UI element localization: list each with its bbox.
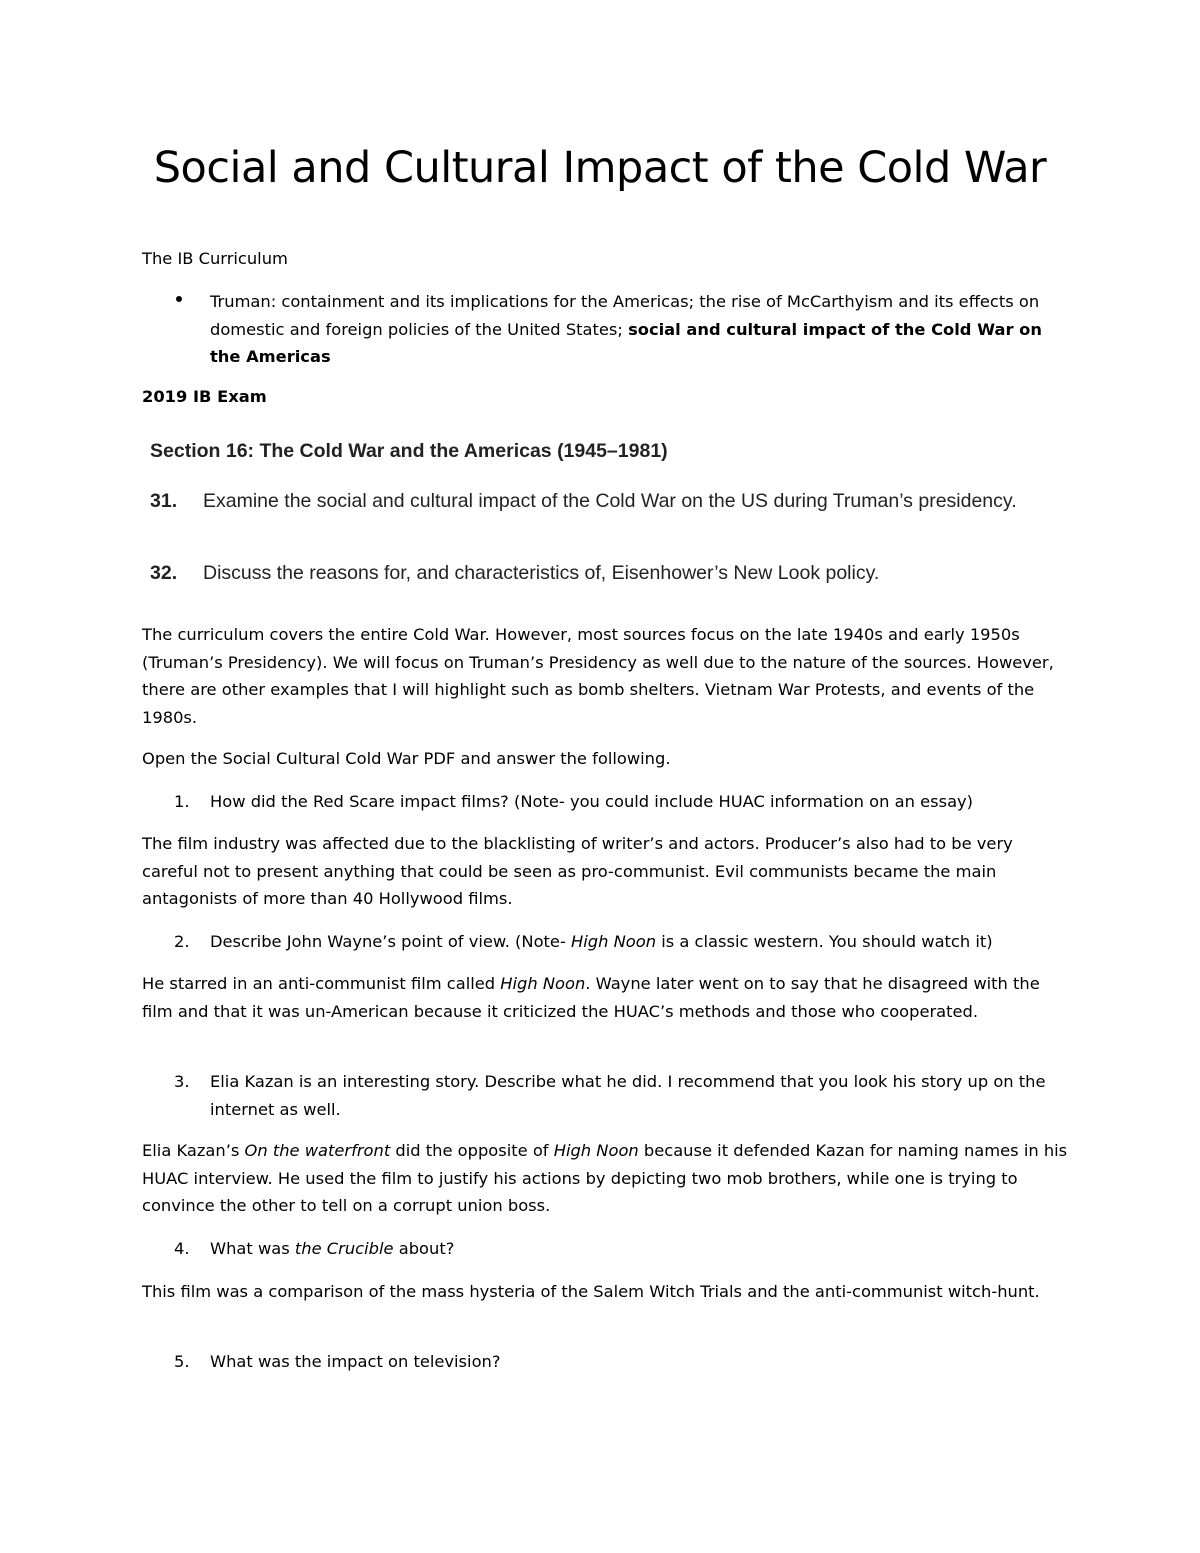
question-text-italic: High Noon xyxy=(571,932,657,951)
answer-text-italic: High Noon xyxy=(553,1141,639,1160)
question-1 xyxy=(142,788,1072,816)
exam-question-text: Examine the social and cultural impact of the Cold War on the US during Truman’s presidency. xyxy=(203,490,1017,512)
question-text-part: is a classic western. You should watch it) xyxy=(656,932,993,951)
curriculum-heading: The IB Curriculum xyxy=(142,249,288,268)
instruction-paragraph: Open the Social Cultural Cold War PDF and answer the following. xyxy=(142,749,671,768)
bullet-icon xyxy=(176,296,182,302)
question-3 xyxy=(142,1068,1072,1123)
question-number: 2. xyxy=(174,932,190,951)
answer-text-part: He starred in an anti-communist film called xyxy=(142,974,501,993)
exam-question-number: 32. xyxy=(150,562,178,584)
intro-paragraph: The curriculum covers the entire Cold War. However, most sources focus on the late 1940s and early 1950s (Truman’s Presidency). We will focus on Truman’s Presidency as well due to the nature of the sources. However, there are other examples that I will highlight such as bomb shelters. Vietnam War Protests, and events of the 1980s. xyxy=(142,625,1054,727)
question-text: What was the impact on television? xyxy=(210,1352,501,1371)
question-text xyxy=(142,1235,1072,1263)
question-5 xyxy=(142,1348,1072,1376)
exam-section-heading: Section 16: The Cold War and the Americas (1945–1981) xyxy=(150,440,668,462)
question-number: 5. xyxy=(174,1352,190,1371)
curriculum-bullet-list xyxy=(142,288,1072,371)
question-text-part: What was xyxy=(210,1239,295,1258)
question-text-part: Describe John Wayne’s point of view. (Note- xyxy=(210,932,572,951)
question-text-part: about? xyxy=(393,1239,455,1258)
answer-text-part: did the opposite of xyxy=(390,1141,554,1160)
question-text: How did the Red Scare impact films? (Note- you could include HUAC information on an essay) xyxy=(210,792,974,811)
question-2 xyxy=(142,928,1072,956)
question-text-italic: the Crucible xyxy=(294,1239,394,1258)
exam-question-text: Discuss the reasons for, and characteristics of, Eisenhower’s New Look policy. xyxy=(203,562,880,584)
question-number: 4. xyxy=(174,1239,190,1258)
exam-label: 2019 IB Exam xyxy=(142,387,267,406)
question-4 xyxy=(142,1235,1072,1263)
question-text xyxy=(142,928,1072,956)
question-number: 3. xyxy=(174,1072,190,1091)
answer-text-italic: High Noon xyxy=(500,974,586,993)
question-text: Elia Kazan is an interesting story. Describe what he did. I recommend that you look his story up on the internet as well. xyxy=(210,1072,1046,1119)
answer-text-part: Elia Kazan’s xyxy=(142,1141,245,1160)
exam-question-number: 31. xyxy=(150,490,178,512)
curriculum-bullet-text: Truman: containment and its implications for the Americas; the rise of McCarthyism and its effects on domestic and foreign policies of the United States; xyxy=(210,292,1040,339)
curriculum-bullet-item xyxy=(142,288,1072,371)
answer-1: The film industry was affected due to the blacklisting of writer’s and actors. Producer’s also had to be very careful not to present anything that could be seen as pro-communist. Evil communists became the main antagonists of more than 40 Hollywood films. xyxy=(142,834,1013,908)
answer-3 xyxy=(142,1137,1072,1220)
answer-text-part: . Wayne later went on to say that he disagreed with the film and that it was un-American because it criticized the HUAC’s methods and those who cooperated. xyxy=(142,974,1040,1021)
answer-2 xyxy=(142,970,1072,1025)
question-number: 1. xyxy=(174,792,190,811)
document-title: Social and Cultural Impact of the Cold War xyxy=(153,143,1047,193)
answer-4: This film was a comparison of the mass hysteria of the Salem Witch Trials and the anti-communist witch-hunt. xyxy=(142,1282,1040,1301)
curriculum-bullet-bold: social and cultural impact of the Cold War on the Americas xyxy=(210,319,1042,366)
answer-text-italic: On the waterfront xyxy=(244,1141,391,1160)
answer-text-part: because it defended Kazan for naming names in his HUAC interview. He used the film to justify his actions by depicting two mob brothers, while one is trying to convince the other to tell on a corrupt union boss. xyxy=(142,1141,1068,1215)
